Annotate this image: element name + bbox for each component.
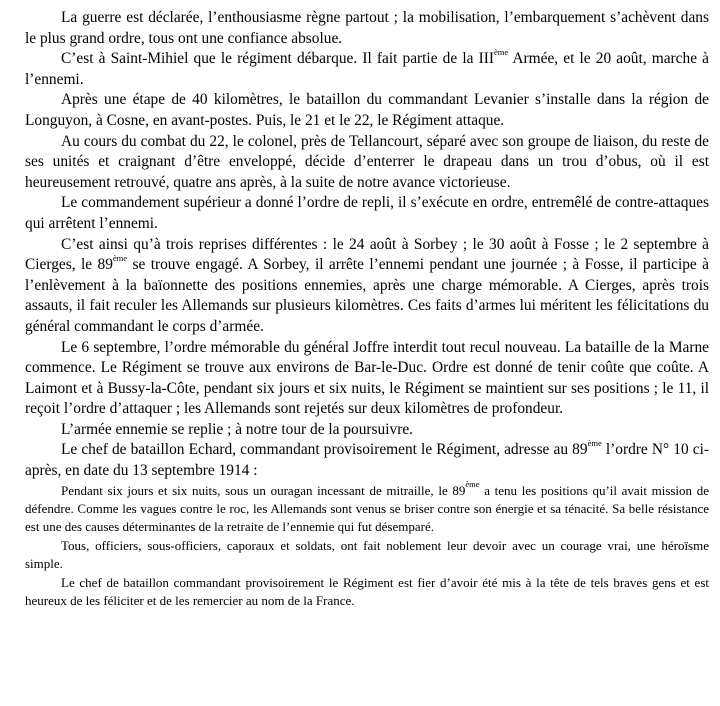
quote-paragraph-3 <box>25 574 709 611</box>
paragraph-9 <box>25 440 709 481</box>
paragraph-1 <box>25 8 709 49</box>
body-text <box>25 8 709 482</box>
text-run: Le chef de bataillon Echard, commandant provisoirement le Régiment, adresse au 89 <box>61 441 588 459</box>
text-run: Au cours du combat du 22, le colonel, près de Tellancourt, séparé avec son groupe de liaison, du reste de ses unités et craignant d’être enveloppé, décide d’enterrer le drapeau dans un trou d’obus, où il est heureusement retrouvé, quatre ans après, à la suite de notre avance victorieuse. <box>25 132 709 191</box>
text-run: Le 6 septembre, l’ordre mémorable du général Joffre interdit tout recul nouveau. La bataille de la Marne commence. Le Régiment se trouve aux environs de Bar-le-Duc. Ordre est donné de tenir coûte que coûte. A Laimont et à Bussy-la-Côte, pendant six jours et six nuits, le Régiment se maintient sur ses positions ; le 11, il reçoit l’ordre d’attaquer ; les Allemands sont rejetés sur deux kilomètres de profondeur. <box>25 338 709 418</box>
order-quote <box>25 478 709 611</box>
paragraph-6 <box>25 235 709 338</box>
text-run: se trouve engagé. A Sorbey, il arrête l’ennemi pendant une journée ; à Fosse, il participe à l’enlèvement à la baïonnette des positions ennemies, après une charge mémorable. A Cierges, après trois assauts, il fait reculer les Allemands sur plusieurs kilomètres. Ces faits d’armes lui méritent les félicitations du général commandant le corps d’armée. <box>25 256 710 335</box>
text-run: C’est ainsi qu’à trois reprises différentes : le 24 août à Sorbey ; le 30 août à Fosse ; le 2 septembre à Cierges, le 89 <box>25 235 709 274</box>
superscript: ème <box>493 47 509 58</box>
document-page <box>25 8 709 611</box>
paragraph-7 <box>25 338 709 420</box>
paragraph-8 <box>25 420 709 441</box>
paragraph-5 <box>25 193 709 234</box>
paragraph-2 <box>25 49 709 90</box>
quote-paragraph-1 <box>25 478 709 537</box>
paragraph-4 <box>25 132 709 194</box>
text-run: Le commandement supérieur a donné l’ordre de repli, il s’exécute en ordre, entremêlé de contre-attaques qui arrêtent l’ennemi. <box>25 194 709 232</box>
text-run: La guerre est déclarée, l’enthousiasme règne partout ; la mobilisation, l’embarquement s’achèvent dans le plus grand ordre, tous ont une confiance absolue. <box>25 9 709 47</box>
text-run: Le chef de bataillon commandant provisoirement le Régiment est fier d’avoir été mis à la tête de tels braves gens et est heureux de les féliciter et de les remercier au nom de la France. <box>25 574 709 609</box>
superscript: ème <box>465 478 480 489</box>
text-run: Armée, et le 20 août, marche à l’ennemi. <box>25 50 709 88</box>
text-run: L’armée ennemie se replie ; à notre tour de la poursuivre. <box>61 420 413 438</box>
superscript: ème <box>587 438 602 449</box>
quote-paragraph-2 <box>25 537 709 574</box>
text-run: Après une étape de 40 kilomètres, le bataillon du commandant Levanier s’installe dans la région de Longuyon, à Cosne, en avant-postes. Puis, le 21 et le 22, le Régiment attaque. <box>25 91 709 129</box>
text-run: C’est à Saint-Mihiel que le régiment débarque. Il fait partie de la III <box>61 50 494 68</box>
superscript: ème <box>112 253 128 264</box>
text-run: Pendant six jours et six nuits, sous un ouragan incessant de mitraille, le 89 <box>61 482 466 498</box>
text-run: l’ordre N° 10 ci-après, en date du 13 septembre 1914 : <box>25 441 709 480</box>
text-run: a tenu les positions qu’il avait mission de défendre. Comme les vagues contre le roc, les Allemands sont venus se briser contre son énergie et sa ténacité. Sa belle résistance est une des causes déterminantes de la retraite de l’ennemie qui fut désemparé. <box>25 482 709 535</box>
text-run: Tous, officiers, sous-officiers, caporaux et soldats, ont fait noblement leur devoir avec un courage vrai, une héroïsme simple. <box>25 537 709 572</box>
paragraph-3 <box>25 90 709 131</box>
